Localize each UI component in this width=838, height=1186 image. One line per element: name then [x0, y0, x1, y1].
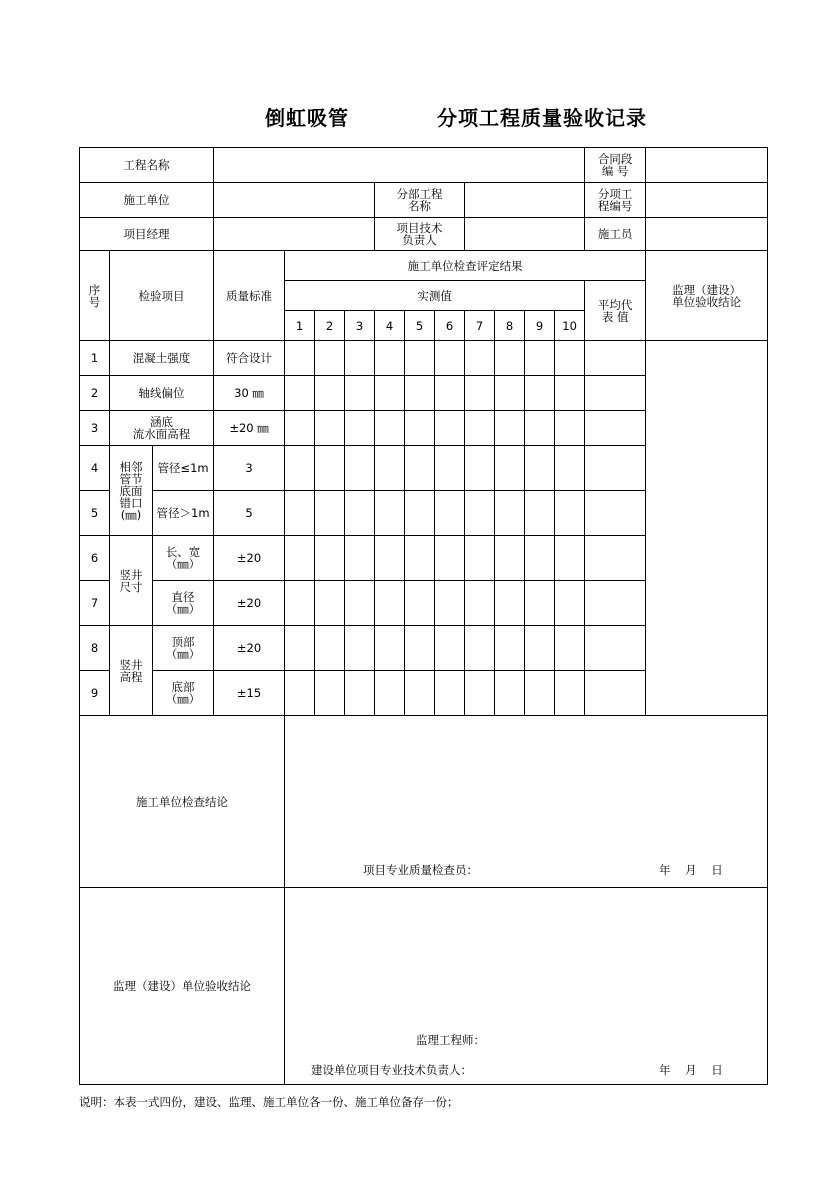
row-seq: 6 [80, 536, 110, 581]
measure-col-9: 9 [525, 311, 555, 341]
project-manager-label: 项目经理 [80, 218, 214, 251]
row-subitem: 直径 （㎜） [153, 581, 214, 626]
measured-cell[interactable] [465, 376, 495, 411]
row-seq: 7 [80, 581, 110, 626]
measured-cell[interactable] [375, 341, 405, 376]
measured-cell[interactable] [375, 671, 405, 716]
seq-header: 序号 [80, 251, 110, 341]
measured-cell[interactable] [465, 446, 495, 491]
inspection-date: 年 月 日 [659, 863, 723, 877]
row-standard: ±20 [214, 536, 285, 581]
construction-unit-label: 施工单位 [80, 183, 214, 218]
measure-col-5: 5 [405, 311, 435, 341]
measured-cell[interactable] [435, 491, 465, 536]
measured-cell[interactable] [465, 626, 495, 671]
measured-cell[interactable] [315, 491, 345, 536]
measured-cell[interactable] [495, 491, 525, 536]
item-header: 检验项目 [110, 251, 214, 341]
avg-header: 平均代 表 值 [585, 281, 646, 341]
inspection-table [79, 147, 768, 1085]
measure-col-4: 4 [375, 311, 405, 341]
measured-cell[interactable] [405, 341, 435, 376]
project-manager-value[interactable] [214, 218, 375, 251]
measured-cell[interactable] [435, 671, 465, 716]
measured-cell[interactable] [405, 446, 435, 491]
standard-header: 质量标准 [214, 251, 285, 341]
supervisor-conclusion-area[interactable] [285, 888, 768, 1085]
measured-cell[interactable] [285, 341, 315, 376]
measured-cell[interactable] [495, 411, 525, 446]
sub-project-label: 分部工程 名称 [375, 183, 465, 218]
measured-cell[interactable] [525, 376, 555, 411]
measured-cell[interactable] [555, 341, 585, 376]
measured-cell[interactable] [345, 446, 375, 491]
tech-lead-value[interactable] [465, 218, 585, 251]
engineer-signature: 监理工程师： [416, 1033, 486, 1047]
row-seq: 8 [80, 626, 110, 671]
constructor-value[interactable] [646, 218, 768, 251]
measured-cell[interactable] [495, 446, 525, 491]
owner-lead-signature: 建设单位项目专业技术负责人： [311, 1063, 473, 1077]
measured-cell[interactable] [315, 581, 345, 626]
construction-conclusion-label: 施工单位检查结论 [80, 716, 285, 888]
measured-cell[interactable] [435, 581, 465, 626]
tech-lead-label: 项目技术 负责人 [375, 218, 465, 251]
row-seq: 9 [80, 671, 110, 716]
measured-cell[interactable] [345, 581, 375, 626]
row-subitem: 底部 （㎜） [153, 671, 214, 716]
measured-cell[interactable] [435, 376, 465, 411]
contract-no-value[interactable] [646, 148, 768, 183]
measured-cell[interactable] [315, 671, 345, 716]
row-standard: ±15 [214, 671, 285, 716]
measured-cell[interactable] [495, 536, 525, 581]
row-seq: 3 [80, 411, 110, 446]
measured-cell[interactable] [465, 411, 495, 446]
measured-cell[interactable] [345, 376, 375, 411]
supervisor-result-cell[interactable] [646, 341, 768, 716]
supervisor-conclusion-label: 监理（建设）单位验收结论 [80, 888, 285, 1085]
row-standard: 5 [214, 491, 285, 536]
row-standard: 30 ㎜ [214, 376, 285, 411]
measured-cell[interactable] [405, 671, 435, 716]
measured-cell[interactable] [345, 411, 375, 446]
measured-cell[interactable] [465, 341, 495, 376]
measure-col-1: 1 [285, 311, 315, 341]
row-seq: 2 [80, 376, 110, 411]
measured-cell[interactable] [435, 446, 465, 491]
measured-cell[interactable] [555, 446, 585, 491]
row-group: 相邻管节底面错口(㎜) [110, 446, 153, 536]
measured-cell[interactable] [285, 376, 315, 411]
measured-cell[interactable] [345, 626, 375, 671]
avg-cell[interactable] [585, 536, 646, 581]
measured-cell[interactable] [525, 536, 555, 581]
row-item: 混凝土强度 [110, 341, 214, 376]
table-row [80, 341, 768, 376]
row-item: 涵底 流水面高程 [110, 411, 214, 446]
construction-unit-value[interactable] [214, 183, 375, 218]
measured-cell[interactable] [315, 376, 345, 411]
measured-cell[interactable] [405, 626, 435, 671]
measured-cell[interactable] [465, 671, 495, 716]
row-seq: 4 [80, 446, 110, 491]
page-title [0, 102, 838, 134]
row-seq: 1 [80, 341, 110, 376]
measured-cell[interactable] [525, 626, 555, 671]
measured-cell[interactable] [495, 671, 525, 716]
measured-cell[interactable] [345, 491, 375, 536]
measured-cell[interactable] [405, 491, 435, 536]
avg-cell[interactable] [585, 671, 646, 716]
project-name-value[interactable] [214, 148, 585, 183]
measured-cell[interactable] [525, 671, 555, 716]
measured-header: 实测值 [285, 281, 585, 311]
measured-cell[interactable] [375, 581, 405, 626]
measured-cell[interactable] [375, 536, 405, 581]
construction-conclusion-area[interactable] [285, 716, 768, 888]
measured-cell[interactable] [375, 491, 405, 536]
measured-cell[interactable] [285, 536, 315, 581]
measure-col-10: 10 [555, 311, 585, 341]
measured-cell[interactable] [555, 376, 585, 411]
measured-cell[interactable] [495, 341, 525, 376]
measured-cell[interactable] [555, 626, 585, 671]
measured-cell[interactable] [405, 376, 435, 411]
constructor-label: 施工员 [585, 218, 646, 251]
measured-cell[interactable] [345, 341, 375, 376]
project-name-label: 工程名称 [80, 148, 214, 183]
row-standard: 3 [214, 446, 285, 491]
measure-col-6: 6 [435, 311, 465, 341]
avg-cell[interactable] [585, 341, 646, 376]
measured-cell[interactable] [435, 411, 465, 446]
measured-cell[interactable] [495, 581, 525, 626]
measured-cell[interactable] [555, 411, 585, 446]
measured-cell[interactable] [285, 671, 315, 716]
row-item: 轴线偏位 [110, 376, 214, 411]
row-group: 竖井高程 [110, 626, 153, 716]
measured-cell[interactable] [375, 376, 405, 411]
measured-cell[interactable] [315, 536, 345, 581]
measured-cell[interactable] [285, 491, 315, 536]
measured-cell[interactable] [555, 581, 585, 626]
row-subitem: 长、宽 （㎜） [153, 536, 214, 581]
footnote: 说明：本表一式四份，建设、监理、施工单位各一份、施工单位备存一份； [79, 1095, 459, 1109]
measured-cell[interactable] [465, 536, 495, 581]
measured-cell[interactable] [285, 581, 315, 626]
measured-cell[interactable] [375, 446, 405, 491]
supervisor-date: 年 月 日 [659, 1063, 723, 1077]
measured-cell[interactable] [345, 671, 375, 716]
measured-cell[interactable] [525, 491, 555, 536]
avg-cell[interactable] [585, 376, 646, 411]
row-standard: ±20 [214, 626, 285, 671]
row-subitem: 管径＞1m [153, 491, 214, 536]
measure-col-2: 2 [315, 311, 345, 341]
measured-cell[interactable] [435, 341, 465, 376]
title-part1: 倒虹吸管 [265, 106, 349, 130]
row-standard: ±20 [214, 581, 285, 626]
supervisor-conclusion-header: 监理（建设） 单位验收结论 [646, 251, 768, 341]
measured-cell[interactable] [345, 536, 375, 581]
measured-cell[interactable] [375, 411, 405, 446]
contract-no-label: 合同段 编 号 [585, 148, 646, 183]
measure-col-3: 3 [345, 311, 375, 341]
title-part2: 分项工程质量验收记录 [437, 106, 647, 130]
measured-cell[interactable] [315, 446, 345, 491]
inspector-signature: 项目专业质量检查员： [363, 863, 479, 877]
measured-cell[interactable] [405, 536, 435, 581]
item-no-value[interactable] [646, 183, 768, 218]
measured-cell[interactable] [525, 581, 555, 626]
measured-cell[interactable] [285, 446, 315, 491]
measured-cell[interactable] [525, 341, 555, 376]
avg-cell[interactable] [585, 411, 646, 446]
measured-cell[interactable] [315, 341, 345, 376]
measured-cell[interactable] [555, 671, 585, 716]
measured-cell[interactable] [285, 411, 315, 446]
avg-cell[interactable] [585, 581, 646, 626]
measured-cell[interactable] [375, 626, 405, 671]
measured-cell[interactable] [435, 626, 465, 671]
measured-cell[interactable] [465, 581, 495, 626]
sub-project-value[interactable] [465, 183, 585, 218]
avg-cell[interactable] [585, 491, 646, 536]
row-subitem: 管径≤1m [153, 446, 214, 491]
measured-cell[interactable] [435, 536, 465, 581]
measured-cell[interactable] [405, 581, 435, 626]
measured-cell[interactable] [315, 626, 345, 671]
measured-cell[interactable] [405, 411, 435, 446]
measured-cell[interactable] [465, 491, 495, 536]
measure-col-7: 7 [465, 311, 495, 341]
avg-cell[interactable] [585, 626, 646, 671]
measured-cell[interactable] [495, 376, 525, 411]
row-standard: 符合设计 [214, 341, 285, 376]
measured-cell[interactable] [555, 491, 585, 536]
row-group: 竖井尺寸 [110, 536, 153, 626]
item-no-label: 分项工 程编号 [585, 183, 646, 218]
measured-cell[interactable] [315, 411, 345, 446]
check-result-header: 施工单位检查评定结果 [285, 251, 646, 281]
measure-col-8: 8 [495, 311, 525, 341]
measured-cell[interactable] [285, 626, 315, 671]
row-seq: 5 [80, 491, 110, 536]
measured-cell[interactable] [555, 536, 585, 581]
measured-cell[interactable] [525, 411, 555, 446]
measured-cell[interactable] [495, 626, 525, 671]
measured-cell[interactable] [525, 446, 555, 491]
avg-cell[interactable] [585, 446, 646, 491]
row-subitem: 顶部 （㎜） [153, 626, 214, 671]
row-standard: ±20 ㎜ [214, 411, 285, 446]
